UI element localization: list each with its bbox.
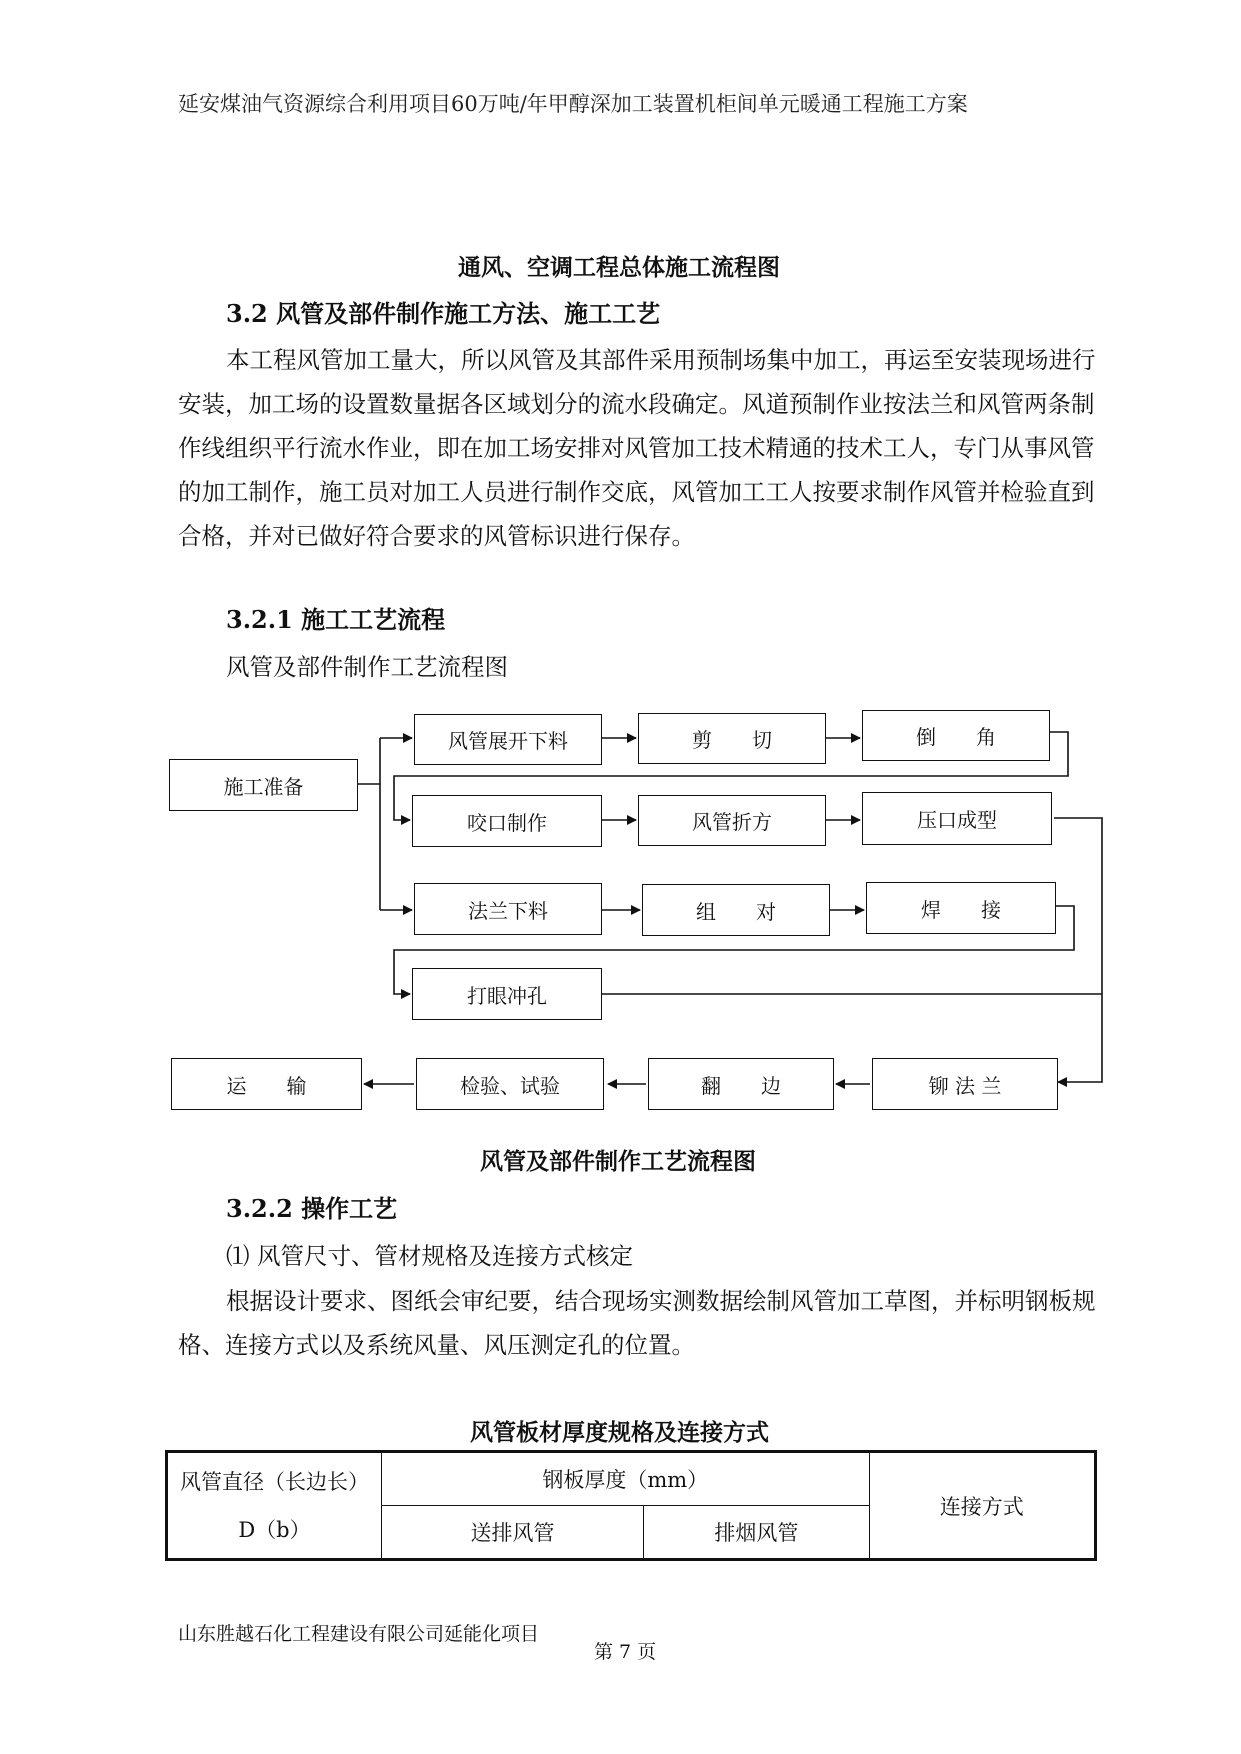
flow-box-cut: 剪 切 [638,713,826,764]
flow-box-chamfer: 倒 角 [862,710,1050,761]
table-header-diameter-line1: 风管直径（长边长） [179,1469,369,1494]
item-1: ⑴ 风管尺寸、管材规格及连接方式核定 [226,1242,633,1270]
section-3-2-2-paragraph: 根据设计要求、图纸会审纪要，结合现场实测数据绘制风管加工草图，并标明钢板规格、连接方式以及系统风量、风压测定孔的位置。 [178,1287,1096,1359]
table-header-diameter [167,1452,382,1560]
section-3-2-2-heading: 3.2.2 操作工艺 [226,1194,398,1223]
flow-box-prep: 施工准备 [169,759,358,811]
section-3-2-paragraph: 本工程风管加工量大，所以风管及其部件采用预制场集中加工，再运至安装现场进行安装，加工场的设置数量据各区域划分的流水段确定。风道预制作业按法兰和风管两条制作线组织平行流水作业，即在加工场安排对风管加工技术精通的技术工人，专门从事风管的加工制作，施工员对加工人员进行制作交底，风管加工工人按要求制作风管并检验直到合格，并对已做好符合要求的风管标识进行保存。 [178,346,1096,550]
table-header-diameter-line2: D（b） [238,1517,311,1542]
flow-box-flanging: 翻 边 [648,1058,834,1110]
table-header-supply: 送排风管 [381,1506,643,1560]
flow-box-fold: 风管折方 [638,795,826,846]
table-title: 风管板材厚度规格及连接方式 [470,1419,769,1446]
table-header-thickness: 钢板厚度（mm） [381,1452,869,1506]
table-header-connection: 连接方式 [869,1452,1095,1560]
section-3-2-heading: 3.2 风管及部件制作施工方法、施工工艺 [226,299,661,328]
flow-box-transport: 运 输 [171,1058,362,1110]
table-header-smoke: 排烟风管 [644,1506,870,1560]
flow-box-press: 压口成型 [862,792,1052,845]
footer-page-number: 第 7 页 [594,1641,657,1663]
caption-flowchart: 风管及部件制作工艺流程图 [480,1148,756,1175]
caption-general-flow: 通风、空调工程总体施工流程图 [458,254,780,281]
flow-box-seam: 咬口制作 [412,795,602,847]
section-3-2-1-heading: 3.2.1 施工工艺流程 [226,605,446,634]
flow-box-weld: 焊 接 [866,882,1056,934]
flow-box-inspect: 检验、试验 [416,1058,604,1110]
flow-box-flange-cut: 法兰下料 [414,883,602,935]
flow-box-unfold: 风管展开下料 [414,714,602,765]
flow-subtitle: 风管及部件制作工艺流程图 [226,653,508,681]
footer-company: 山东胜越石化工程建设有限公司延能化项目 [178,1623,540,1645]
flow-box-assemble: 组 对 [642,884,830,936]
flow-box-rivet: 铆 法 兰 [872,1058,1058,1110]
page-header: 延安煤油气资源综合利用项目60万吨/年甲醇深加工装置机柜间单元暖通工程施工方案 [178,92,968,116]
flow-box-punch: 打眼冲孔 [412,968,602,1020]
thickness-table [165,1450,1097,1561]
